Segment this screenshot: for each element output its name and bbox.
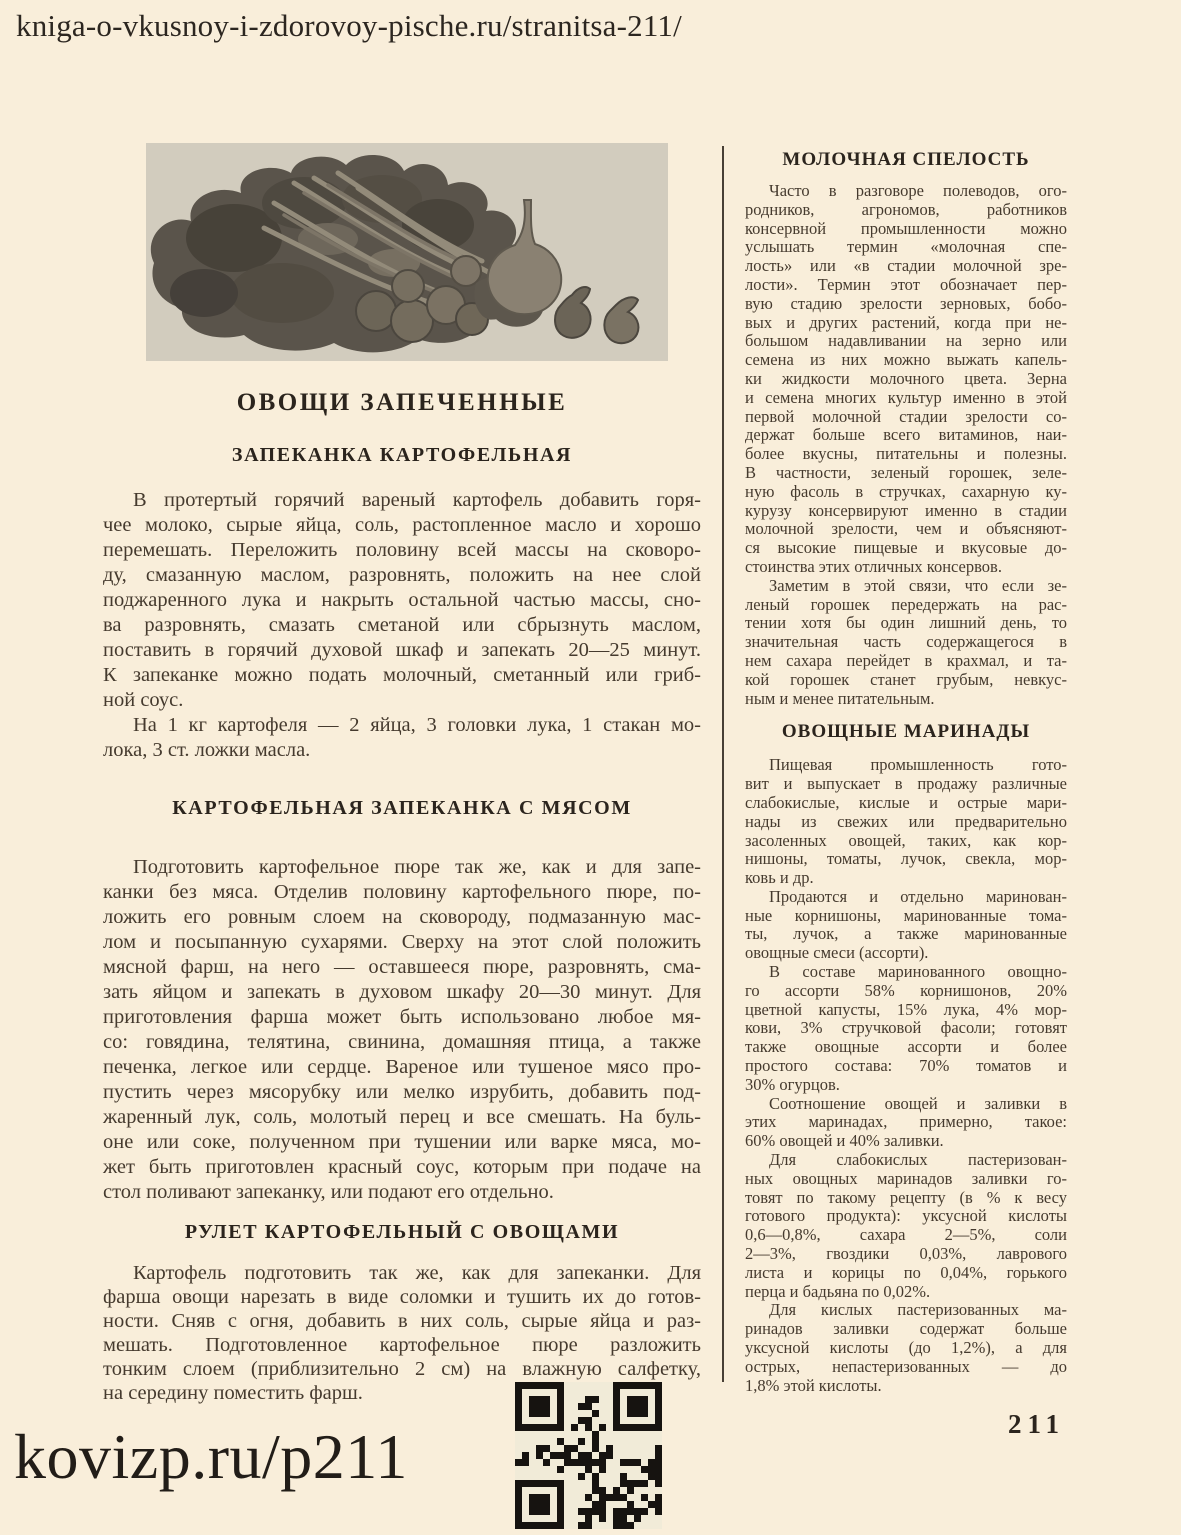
- section-title: ОВОЩИ ЗАПЕЧЕННЫЕ: [236, 389, 568, 416]
- article-paragraph: Для слабокислых пастеризован- ных овощных маринадов заливки го- товят по такому рецепту (в % к весу готового продукта): уксусной кислоты 0,6—0,8%, сахара 2—5%, соли 2—3%, гвоздики 0,03%, лаврового листа и корицы по 0,04%, горького перца и бадьяна по 0,02%.: [745, 1150, 1067, 1301]
- recipe-paragraph: Подготовить картофельное пюре так же, как и для запе- канки без мяса. Отделив половину картофельного пюре, по- ложить его ровным слоем на сковороду, подмазанную мас- лом и посыпанную сухарями. Сверху на этот слой положить мясной фарш, на него — оставшееся пюре, разровнять, сма- зать яйцом и запекать в духовом шкафу 20—30 минут. Для приготовления фарша может быть использовано любое мя- со: говядина, телятина, свинина, домашняя птица, а также печенка, легкое или сердце. Вареное или тушеное мясо про- пустить через мясорубку или мелко изрубить, добавить под- жаренный лук, соль, молотый перец и все смешать. На буль- оне или соке, полученном при тушении или варке мяса, мо- жет быть приготовлен красный соус, которым при подаче на стол поливают запеканку, или подают его отдельно.: [103, 856, 701, 1203]
- recipe-paragraph: Картофель подготовить так же, как для запеканки. Для фарша овощи нарезать в виде соломки и тушить их до готов- ности. Сняв с огня, добавить в них соль, сырые яйца и раз- мешать. Подготовленное картофельное пюре разложить тонким слоем (приблизительно 2 см) на влажную салфетку, на середину поместить фарш.: [103, 1262, 701, 1404]
- recipe-title-zapekanka-s-myasom: КАРТОФЕЛЬНАЯ ЗАПЕКАНКА С МЯСОМ: [172, 797, 632, 819]
- article-title-molochnaya-spelost: МОЛОЧНАЯ СПЕЛОСТЬ: [782, 149, 1030, 170]
- recipe-paragraph: В протертый горячий вареный картофель добавить горя- чее молоко, сырые яйца, соль, растопленное масло и хорошо перемешать. Переложить половину всей массы на сковоро- ду, смазанную маслом, разровнять, положить на нее слой поджаренного лука и накрыть остальной частью массы, сно- ва разровнять, смазать сметаной или сбрызнуть маслом, поставить в горячий духовой шкаф и запекать 20—25 минут. К запеканке можно подать молочный, сметанный или гриб- ной соус.: [103, 489, 701, 711]
- article-paragraph: Заметим в этой связи, что если зе- леный горошек передержать на рас- тении хотя бы один лишний день, то значительная часть содержащегося в нем сахара перейдет в крахмал, и та- кой горошек станет грубым, невкус- ным и менее питательным.: [745, 575, 1067, 708]
- short-link-text: kovizp.ru/p211: [14, 1421, 408, 1492]
- recipe-title-rulet: РУЛЕТ КАРТОФЕЛЬНЫЙ С ОВОЩАМИ: [184, 1221, 620, 1243]
- article-paragraph: Продаются и отдельно маринован- ные корнишоны, маринованные тома- ты, лучок, а также маринованные овощные смеси (ассорти).: [745, 886, 1067, 963]
- column-divider: [722, 146, 724, 1382]
- qr-code: [515, 1382, 662, 1529]
- beets-and-onions-illustration: [146, 143, 668, 361]
- article-paragraph: Пищевая промышленность гото- вит и выпускает в продажу различные слабокислые, кислые и острые мари- нады из свежих или предварительно засоленных овощей, таких, как кор- нишоны, томаты, лучок, свекла, мор- ковь и др.: [745, 755, 1067, 888]
- article-paragraph: В составе маринованного овощно- го ассорти 58% корнишонов, 20% цветной капусты, 15% лука, 4% мор- кови, 3% стручковой фасоли; готовят также овощные ассорти и более простого состава: 70% томатов и 30% огурцов.: [745, 962, 1067, 1094]
- source-url-text: kniga-o-vkusnoy-i-zdorovoy-pische.ru/stranitsa-211/: [16, 8, 682, 43]
- left-column: [103, 143, 701, 1405]
- article-paragraph: Для кислых пастеризованных ма- ринадов заливки содержат больше уксусной кислоты (до 1,2%), а для острых, непастеризованных — до 1,8% этой кислоты.: [745, 1300, 1067, 1395]
- page-number: 211: [1007, 1409, 1065, 1440]
- right-column: [745, 143, 1067, 1440]
- article-paragraph: Часто в разговоре полеводов, ого- родников, агрономов, работников консервной промышленности можно услышать термин «молочная спе- лость» или «в стадии молочной зре- лости». Термин этот обозначает пер- вую стадию зрелости зерновых, бобо- вых и других растений, когда при не- большом надавливании на зерно или семена из них можно выжать капель- ки жидкости молочного цвета. Зерна и семена многих культур именно в этой первой молочной стадии зрелости со- держат больше всего витаминов, наи- более вкусны, питательны и полезны. В частности, зеленый горошек, зеле- ную фасоль в стручках, сахарную ку- курузу консервируют именно в стадии молочной зрелости, чем и объясняют- ся высокие пищевые и вкусовые до- стоинства этих отличных консервов.: [745, 181, 1067, 576]
- vegetables-photo: [146, 143, 668, 361]
- recipe-ingredients: На 1 кг картофеля — 2 яйца, 3 головки лука, 1 стакан мо- лока, 3 ст. ложки масла.: [103, 714, 701, 761]
- article-title-ovoschnye-marinady: ОВОЩНЫЕ МАРИНАДЫ: [781, 721, 1031, 743]
- article-paragraph: Соотношение овощей и заливки в этих маринадах, примерно, такое: 60% овощей и 40% заливки.: [745, 1093, 1067, 1151]
- recipe-title-zapekanka: ЗАПЕКАНКА КАРТОФЕЛЬНАЯ: [231, 444, 573, 466]
